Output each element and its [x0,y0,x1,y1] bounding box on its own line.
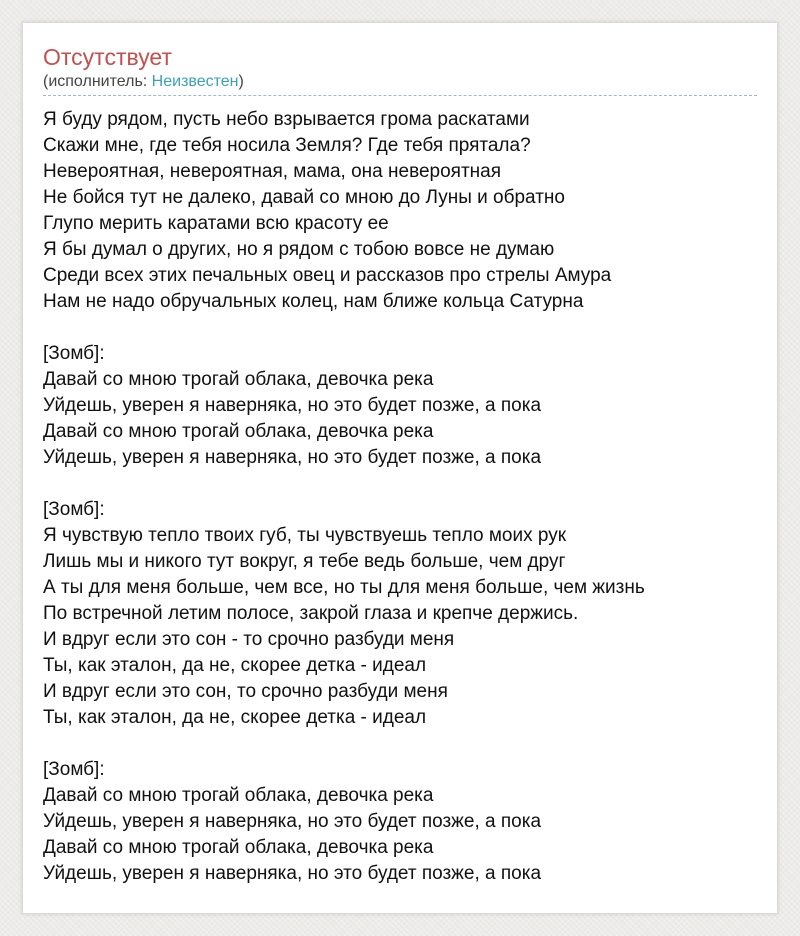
verse-2 [43,497,757,731]
section-label: [Зомб]: [43,343,105,364]
lyric-line: Нам не надо обручальных колец, нам ближе кольца Сатурна [43,291,584,312]
section-label: [Зомб]: [43,499,105,520]
lyric-line: Уйдешь, уверен я наверняка, но это будет позже, а пока [43,395,542,416]
lyric-line: Ты, как эталон, да не, скорее детка - идеал [43,655,427,676]
lyric-line: Я буду рядом, пусть небо взрывается грома раскатами [43,109,530,130]
lyric-line: Лишь мы и никого тут вокруг, я тебе ведь больше, чем друг [43,551,566,572]
lyrics-card [22,22,778,914]
lyric-line: Среди всех этих печальных овец и рассказов про стрелы Амура [43,265,612,286]
lyric-line: Невероятная, невероятная, мама, она невероятная [43,161,502,182]
artist-prefix: (исполнитель: [43,73,152,90]
lyric-line: По встречной летим полосе, закрой глаза и крепче держись. [43,603,579,624]
artist-line [43,72,757,96]
stanza-gap [43,471,757,497]
lyric-line: Уйдешь, уверен я наверняка, но это будет позже, а пока [43,447,542,468]
chorus-2 [43,757,757,887]
artist-suffix: ) [238,73,244,90]
stanza-gap [43,315,757,341]
lyric-line: Глупо мерить каратами всю красоту ее [43,213,389,234]
lyric-line: Я чувствую тепло твоих губ, ты чувствуешь тепло моих рук [43,525,567,546]
lyric-line: Не бойся тут не далеко, давай со мною до Луны и обратно [43,187,565,208]
lyric-line: А ты для меня больше, чем все, но ты для меня больше, чем жизнь [43,577,645,598]
lyric-line: Давай со мною трогай облака, девочка река [43,837,434,858]
artist-link[interactable]: Неизвестен [151,73,239,90]
lyrics-text [43,107,757,887]
lyric-line: Уйдешь, уверен я наверняка, но это будет позже, а пока [43,863,542,884]
lyric-line: Давай со мною трогай облака, девочка река [43,369,434,390]
lyric-line: И вдруг если это сон - то срочно разбуди меня [43,629,455,650]
song-title: Отсутствует [43,44,172,70]
lyric-line: Я бы думал о других, но я рядом с тобою вовсе не думаю [43,239,555,260]
stanza-gap [43,731,757,757]
lyric-line: И вдруг если это сон, то срочно разбуди меня [43,681,448,702]
verse-1 [43,107,757,315]
lyric-line: Давай со мною трогай облака, девочка река [43,421,434,442]
lyric-line: Скажи мне, где тебя носила Земля? Где тебя прятала? [43,135,531,156]
chorus-1 [43,341,757,471]
lyric-line: Давай со мною трогай облака, девочка река [43,785,434,806]
section-label: [Зомб]: [43,759,105,780]
lyric-line: Ты, как эталон, да не, скорее детка - идеал [43,707,427,728]
lyric-line: Уйдешь, уверен я наверняка, но это будет позже, а пока [43,811,542,832]
